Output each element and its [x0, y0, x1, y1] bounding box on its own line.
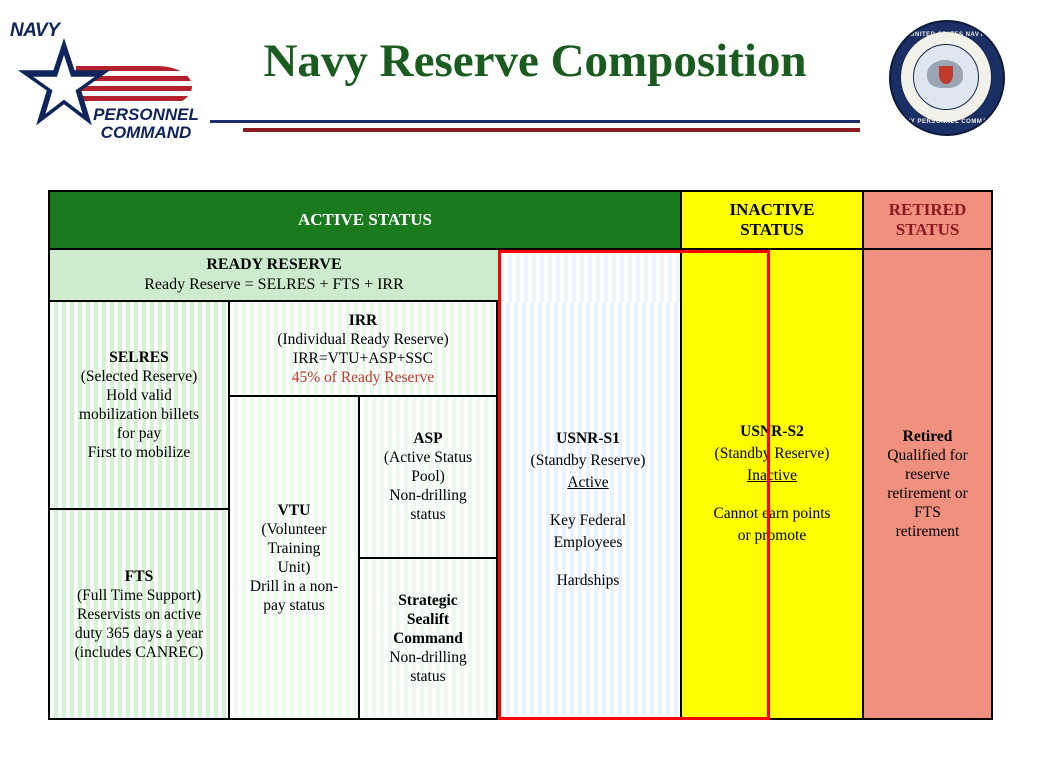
- strategic-sealift-command-cell: [360, 559, 496, 719]
- usnr-s1-line3: Key Federal: [549, 512, 627, 529]
- page-header: [0, 0, 1045, 165]
- usnr-s2-line4: or promote: [737, 527, 807, 544]
- fts-line2: Reservists on active: [77, 605, 201, 623]
- usnr-s1-line5: Hardships: [556, 572, 620, 589]
- ready-reserve-banner: [50, 250, 500, 302]
- navy-personnel-command-logo: [8, 14, 203, 142]
- seal-top-text: UNITED STATES NAVY: [910, 32, 984, 38]
- retired-title: Retired: [902, 428, 953, 445]
- chart-header-row: [50, 192, 991, 250]
- ssc-title-line3: Command: [393, 629, 463, 647]
- ssc-line1: Non-drilling: [389, 648, 467, 666]
- retired-line2: reserve: [905, 466, 950, 483]
- vtu-title: VTU: [277, 501, 311, 519]
- fts-title: FTS: [124, 567, 154, 585]
- asp-cell: [360, 397, 496, 559]
- selres-line5: First to mobilize: [87, 444, 191, 461]
- irr-cell: [230, 302, 496, 397]
- usnr-s1-line4: Employees: [553, 534, 623, 551]
- selres-line4: for pay: [116, 425, 162, 442]
- usnr-s1-active-label: Active: [567, 474, 609, 491]
- usnr-s2-line3: Cannot earn points: [713, 505, 831, 522]
- header-inactive-line1: INACTIVE: [729, 200, 815, 219]
- active-status-columns: [50, 302, 680, 718]
- vtu-line3: Unit): [277, 558, 311, 576]
- retired-line1: Qualified for: [887, 447, 968, 464]
- usnr-s1-title: USNR-S1: [556, 430, 620, 447]
- active-status-group: [50, 250, 682, 718]
- ready-reserve-formula: Ready Reserve = SELRES + FTS + IRR: [144, 276, 404, 293]
- asp-ssc-column: [360, 397, 496, 718]
- usnr-s2-title: USNR-S2: [740, 423, 804, 440]
- header-retired-line1: RETIRED: [888, 200, 967, 219]
- retired-cell: [864, 250, 991, 718]
- navy-seal-icon: [889, 20, 1005, 136]
- fts-line3: duty 365 days a year: [74, 624, 204, 642]
- vtu-line2: Training: [267, 539, 321, 557]
- divider-blue: [210, 120, 860, 123]
- selres-title: SELRES: [109, 349, 169, 366]
- logo-command-word: COMMAND: [100, 123, 192, 142]
- asp-line4: status: [410, 506, 446, 524]
- asp-line1: (Active Status: [383, 449, 473, 467]
- selres-cell: [50, 302, 228, 510]
- header-active-status: ACTIVE STATUS: [50, 192, 682, 250]
- chart-body: [50, 250, 991, 718]
- vtu-line4: Drill in a non-: [249, 577, 339, 595]
- header-retired-status: [864, 192, 991, 250]
- irr-line1: (Individual Ready Reserve): [277, 330, 449, 348]
- retired-line5: retirement: [895, 523, 960, 540]
- vtu-line1: (Volunteer: [261, 520, 327, 538]
- asp-title: ASP: [413, 430, 443, 448]
- irr-subcolumns: [230, 397, 496, 718]
- usnr-s1-top-spacer: [500, 250, 680, 302]
- asp-line3: Non-drilling: [389, 487, 467, 505]
- retired-line4: FTS: [914, 504, 941, 521]
- ssc-title-line2: Sealift: [406, 610, 450, 628]
- logo-navy-text: NAVY: [10, 20, 60, 41]
- header-inactive-line2: STATUS: [740, 220, 804, 239]
- ssc-title-line1: Strategic: [398, 591, 458, 609]
- vtu-cell: [230, 397, 360, 718]
- selres-fts-column: [50, 302, 230, 718]
- irr-line2: IRR=VTU+ASP+SSC: [293, 349, 433, 367]
- vtu-line5: pay status: [263, 596, 325, 614]
- seal-bottom-text: NAVY PERSONNEL COMMAND: [897, 119, 997, 125]
- asp-line2: Pool): [411, 468, 445, 486]
- irr-column: [230, 302, 498, 718]
- fts-line1: (Full Time Support): [76, 586, 202, 604]
- retired-line3: retirement or: [887, 485, 968, 502]
- reserve-composition-chart: [48, 190, 993, 720]
- selres-line1: (Selected Reserve): [80, 368, 198, 385]
- ready-reserve-title: READY RESERVE: [206, 256, 342, 273]
- usnr-s2-line1: (Standby Reserve): [714, 445, 830, 462]
- header-retired-line2: STATUS: [895, 220, 960, 239]
- header-inactive-status: [682, 192, 864, 250]
- fts-cell: [50, 510, 228, 718]
- selres-line2: Hold valid: [106, 387, 172, 404]
- usnr-s2-cell: [682, 250, 864, 718]
- usnr-s2-inactive-label: Inactive: [747, 467, 797, 484]
- ssc-line2: status: [410, 667, 446, 685]
- usnr-s1-line1: (Standby Reserve): [530, 452, 646, 469]
- fts-line4: (includes CANREC): [74, 643, 204, 661]
- seal-shield-icon: [939, 66, 953, 84]
- irr-title: IRR: [348, 311, 378, 329]
- page-title: Navy Reserve Composition: [263, 35, 807, 87]
- divider-red: [243, 128, 860, 132]
- irr-percent: 45% of Ready Reserve: [291, 368, 435, 386]
- logo-command-text: [90, 106, 202, 142]
- ready-reserve-row: [50, 250, 680, 302]
- selres-line3: mobilization billets: [78, 406, 200, 423]
- logo-personnel-text: PERSONNEL: [93, 105, 199, 124]
- usnr-s1-cell: [498, 302, 678, 718]
